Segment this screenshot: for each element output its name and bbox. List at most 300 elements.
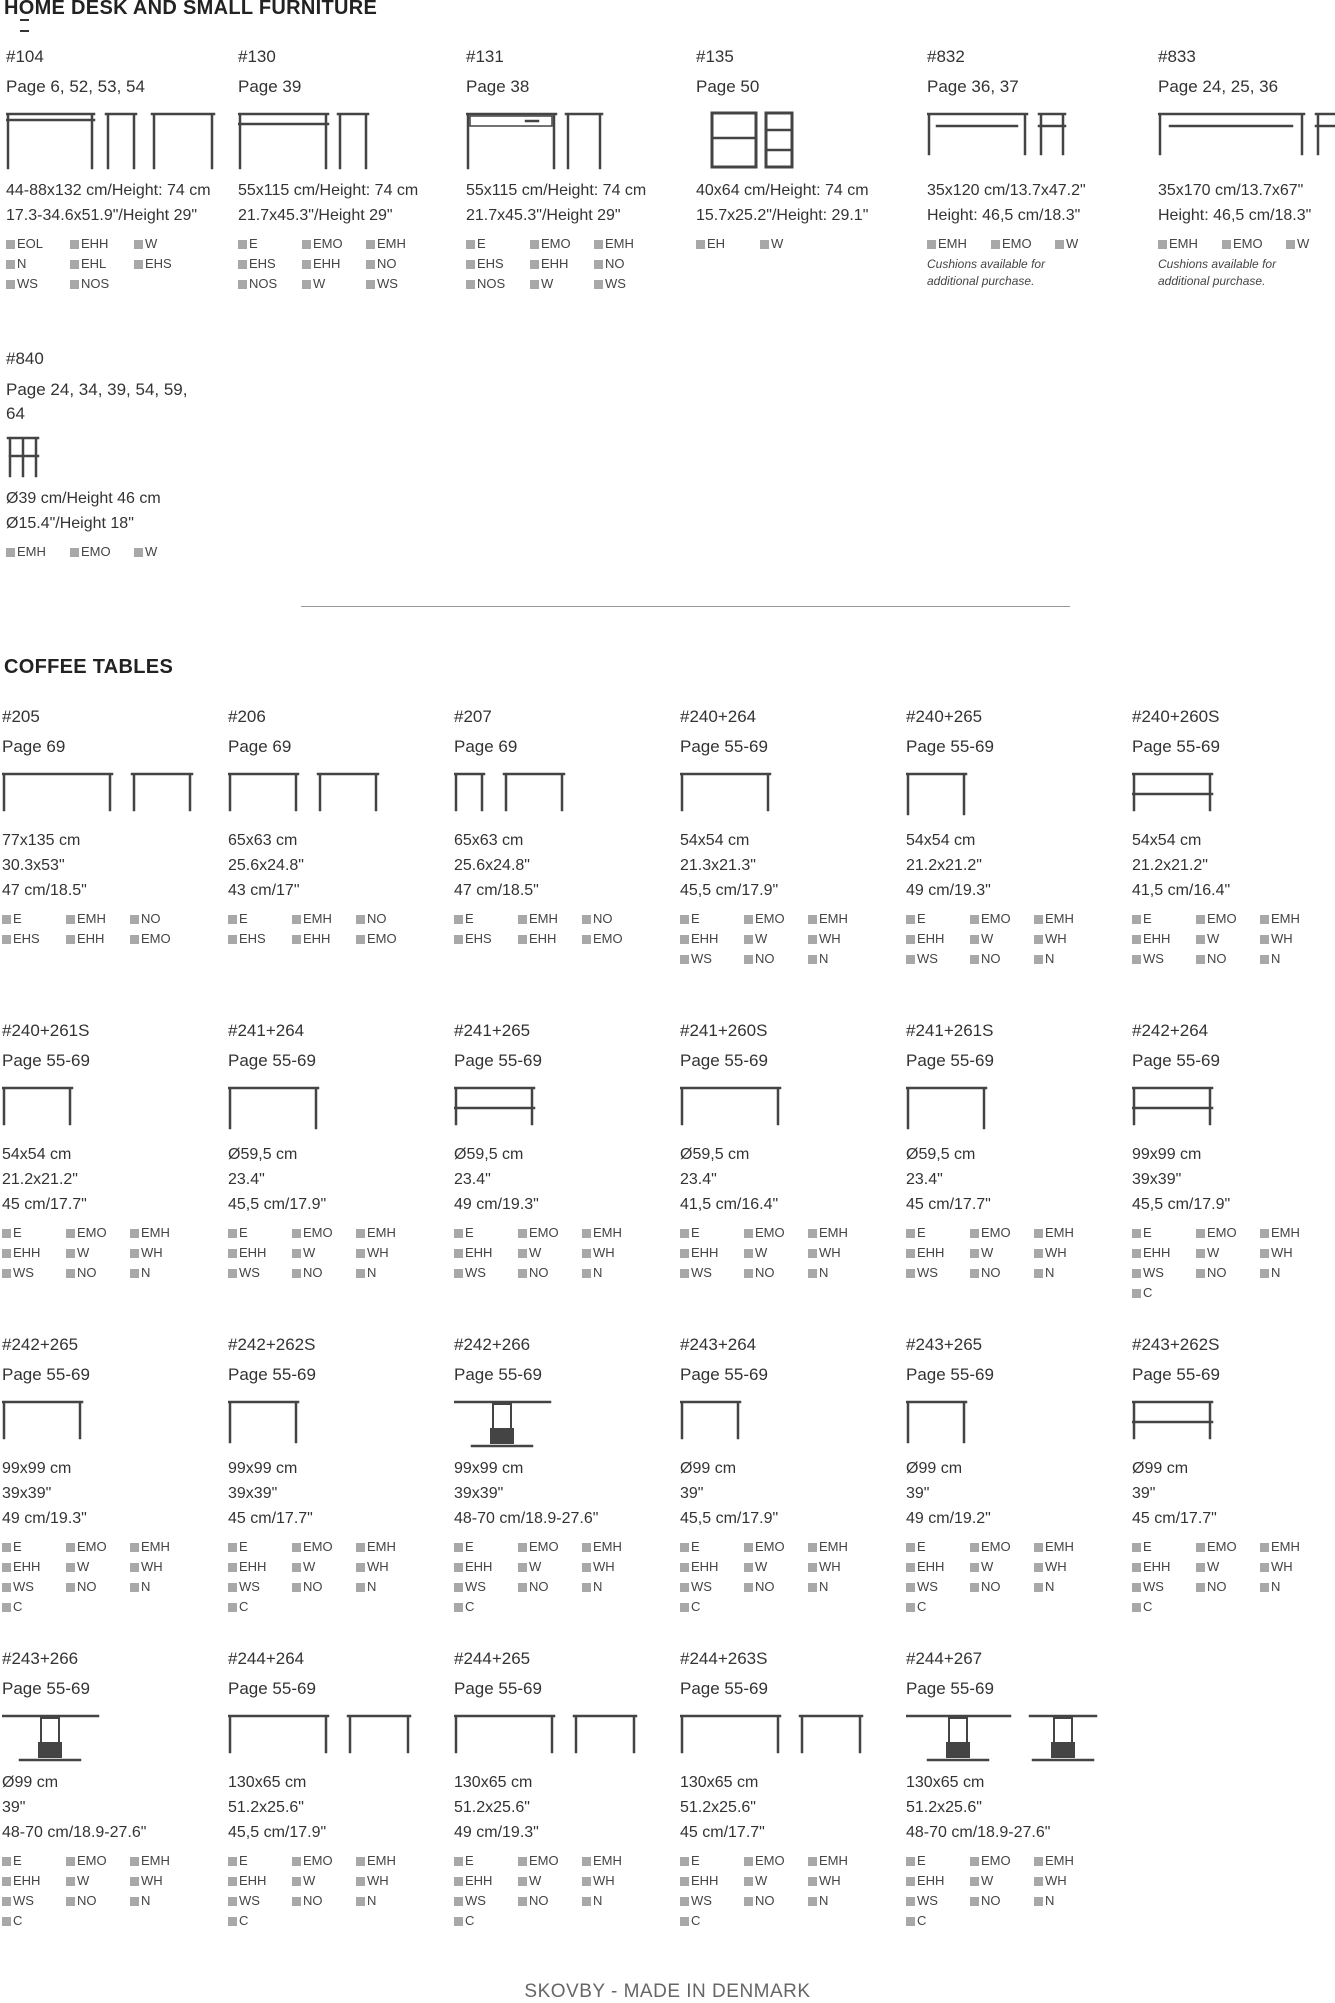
finish-swatch-tag: WS — [680, 949, 736, 969]
dimension-line: 45,5 cm/17.9" — [228, 1196, 327, 1213]
dimension-line: 49 cm/19.2" — [906, 1510, 991, 1527]
dimension-line: 45 cm/17.7" — [680, 1824, 765, 1841]
dimension-line: 25.6x24.8" — [454, 857, 530, 874]
stool-drawing — [6, 434, 236, 478]
finish-swatch-tag: E — [906, 909, 962, 929]
dimension-line: Ø15.4"/Height 18" — [6, 515, 134, 532]
dimension-line: Ø99 cm — [2, 1774, 59, 1791]
dimension-line: 21.2x21.2" — [906, 857, 982, 874]
finish-swatch-tag: EMO — [530, 234, 586, 254]
finish-options — [680, 1851, 906, 1931]
coffee-table-drawing — [454, 1084, 684, 1134]
finish-swatch-tag: WH — [1260, 1243, 1316, 1263]
page-reference: Page 36, 37 — [927, 77, 1019, 96]
product-item — [2, 702, 228, 949]
finish-options — [696, 234, 922, 254]
finish-swatch-tag: EMO — [292, 1223, 348, 1243]
dimension-line: 99x99 cm — [2, 1460, 72, 1477]
finish-options — [1132, 1223, 1335, 1303]
dimension-line: Ø59,5 cm — [680, 1146, 750, 1163]
finish-swatch-tag: EMO — [66, 1851, 122, 1871]
finish-swatch-tag: W — [134, 542, 190, 562]
finish-swatch-tag: W — [744, 1557, 800, 1577]
finish-swatch-tag: W — [1286, 234, 1335, 254]
finish-swatch-tag: EMO — [1196, 909, 1252, 929]
product-item — [454, 1016, 680, 1283]
pedestal-table-drawing — [454, 1398, 684, 1448]
finish-swatch-tag: EHS — [238, 254, 294, 274]
finish-swatch-tag: E — [2, 1851, 58, 1871]
finish-swatch-tag: EMH — [356, 1537, 412, 1557]
finish-swatch-tag: N — [130, 1577, 186, 1597]
dimension-line: 51.2x25.6" — [228, 1799, 304, 1816]
product-code: #242+264 — [1132, 1021, 1209, 1040]
finish-swatch-tag: EMH — [130, 1537, 186, 1557]
finish-options — [2, 1223, 228, 1283]
finish-swatch-tag: EMH — [292, 909, 348, 929]
product-code: #244+263S — [680, 1649, 768, 1668]
page-reference: Page 24, 25, 36 — [1158, 77, 1279, 96]
finish-swatch-tag: N — [1260, 1263, 1316, 1283]
finish-options — [2, 1537, 228, 1617]
cushion-note: Cushions available for additional purchase. — [927, 257, 1046, 288]
finish-swatch-tag: EMO — [744, 909, 800, 929]
finish-swatch-tag: EMH — [808, 1223, 864, 1243]
finish-swatch-tag: WS — [2, 1263, 58, 1283]
finish-swatch-tag: WH — [1260, 929, 1316, 949]
coffee-table-drawing — [906, 1398, 1136, 1448]
dimension-line: 21.2x21.2" — [1132, 857, 1208, 874]
page-reference: Page 55-69 — [454, 1051, 542, 1070]
finish-swatch-tag: WH — [130, 1243, 186, 1263]
page-reference: Page 24, 34, 39, 54, 59, 64 — [6, 380, 188, 423]
finish-swatch-tag: NO — [356, 909, 412, 929]
finish-swatch-tag: E — [906, 1537, 962, 1557]
finish-swatch-tag: WH — [582, 1243, 638, 1263]
dimension-line: Ø99 cm — [680, 1460, 737, 1477]
page-reference: Page 55-69 — [1132, 1365, 1220, 1384]
product-item — [2, 1016, 228, 1283]
finish-swatch-tag: EMH — [1260, 1223, 1316, 1243]
finish-swatch-tag: N — [356, 1263, 412, 1283]
finish-swatch-tag: W — [1196, 929, 1252, 949]
product-code: #240+264 — [680, 707, 757, 726]
finish-swatch-tag: EMO — [356, 929, 412, 949]
finish-swatch-tag: NOS — [70, 274, 126, 294]
finish-swatch-tag: EHH — [680, 1243, 736, 1263]
finish-swatch-tag: EOL — [6, 234, 62, 254]
page-reference: Page 55-69 — [680, 737, 768, 756]
dimension-line: 99x99 cm — [454, 1460, 524, 1477]
finish-swatch-tag: N — [808, 1577, 864, 1597]
finish-swatch-tag: N — [808, 1263, 864, 1283]
finish-swatch-tag: EMH — [356, 1851, 412, 1871]
finish-swatch-tag: EMH — [1158, 234, 1214, 254]
finish-swatch-tag: WS — [454, 1263, 510, 1283]
pedestal-table-drawing — [2, 1712, 232, 1762]
pedestal-table-drawing — [906, 1712, 1136, 1762]
finish-swatch-tag: NO — [366, 254, 422, 274]
dimension-line: 55x115 cm/Height: 74 cm — [466, 182, 647, 199]
finish-swatch-tag: NO — [66, 1263, 122, 1283]
product-code: #244+267 — [906, 1649, 983, 1668]
dimension-line: 130x65 cm — [228, 1774, 307, 1791]
finish-swatch-tag: EMO — [66, 1223, 122, 1243]
finish-swatch-tag: EMO — [130, 929, 186, 949]
finish-swatch-tag: WS — [2, 1891, 58, 1911]
dimension-line: 39" — [1132, 1485, 1156, 1502]
finish-swatch-tag: EMO — [744, 1851, 800, 1871]
finish-swatch-tag: WH — [582, 1871, 638, 1891]
finish-swatch-tag: EHH — [2, 1871, 58, 1891]
finish-swatch-tag: W — [134, 234, 190, 254]
finish-swatch-tag: C — [454, 1597, 510, 1617]
dimension-line: 54x54 cm — [906, 832, 976, 849]
product-item — [2, 1330, 228, 1617]
dimension-line: 23.4" — [228, 1171, 265, 1188]
product-code: #206 — [228, 707, 266, 726]
finish-swatch-tag: NO — [744, 1891, 800, 1911]
coffee-table-drawing — [906, 1084, 1136, 1134]
finish-options — [927, 234, 1153, 254]
finish-swatch-tag: NO — [518, 1891, 574, 1911]
finish-swatch-tag: EMH — [366, 234, 422, 254]
page-reference: Page 55-69 — [2, 1051, 90, 1070]
finish-swatch-tag: E — [2, 909, 58, 929]
finish-swatch-tag: WS — [228, 1891, 284, 1911]
finish-swatch-tag: N — [1034, 1891, 1090, 1911]
finish-swatch-tag: NO — [970, 1891, 1026, 1911]
product-code: #240+265 — [906, 707, 983, 726]
section-title-coffee-tables: COFFEE TABLES — [4, 656, 174, 678]
finish-swatch-tag: WH — [356, 1557, 412, 1577]
finish-swatch-tag: NO — [130, 909, 186, 929]
finish-swatch-tag: WH — [808, 1243, 864, 1263]
finish-swatch-tag: NO — [970, 1577, 1026, 1597]
finish-swatch-tag: E — [680, 1851, 736, 1871]
finish-swatch-tag: EHH — [680, 929, 736, 949]
finish-swatch-tag: WH — [1034, 1243, 1090, 1263]
finish-swatch-tag: NOS — [466, 274, 522, 294]
finish-swatch-tag: NO — [582, 909, 638, 929]
finish-options — [454, 1223, 680, 1283]
finish-swatch-tag: EHH — [228, 1243, 284, 1263]
finish-swatch-tag: EMH — [6, 542, 62, 562]
finish-swatch-tag: C — [454, 1911, 510, 1931]
cabinet-drawing — [696, 110, 926, 170]
product-code: #243+264 — [680, 1335, 757, 1354]
finish-swatch-tag: EHS — [228, 929, 284, 949]
coffee-table-drawing — [906, 770, 1136, 820]
finish-swatch-tag: WS — [906, 1263, 962, 1283]
dimension-line: 65x63 cm — [454, 832, 524, 849]
finish-swatch-tag: E — [1132, 909, 1188, 929]
finish-swatch-tag: E — [228, 1537, 284, 1557]
coffee-table-drawing — [1132, 770, 1335, 820]
finish-options — [454, 909, 680, 949]
finish-swatch-tag: E — [454, 1223, 510, 1243]
finish-swatch-tag: EMO — [518, 1851, 574, 1871]
finish-swatch-tag: EMH — [1260, 1537, 1316, 1557]
finish-swatch-tag: C — [1132, 1283, 1188, 1303]
finish-swatch-tag: EHH — [680, 1557, 736, 1577]
dimension-line: Ø59,5 cm — [906, 1146, 976, 1163]
page-reference: Page 55-69 — [680, 1365, 768, 1384]
finish-swatch-tag: EMH — [518, 909, 574, 929]
page-reference: Page 55-69 — [680, 1051, 768, 1070]
finish-swatch-tag: EMH — [1034, 1537, 1090, 1557]
finish-swatch-tag: W — [1196, 1243, 1252, 1263]
finish-options — [1158, 234, 1335, 254]
finish-swatch-tag: E — [228, 909, 284, 929]
product-item — [696, 42, 922, 254]
finish-swatch-tag: EMO — [518, 1223, 574, 1243]
finish-swatch-tag: N — [1260, 1577, 1316, 1597]
product-code: #242+262S — [228, 1335, 316, 1354]
finish-swatch-tag: EMO — [70, 542, 126, 562]
finish-swatch-tag: WS — [906, 1891, 962, 1911]
product-item — [238, 42, 464, 294]
finish-swatch-tag: NO — [744, 949, 800, 969]
finish-swatch-tag: EHL — [70, 254, 126, 274]
dimension-line: 39" — [906, 1485, 930, 1502]
product-item — [466, 42, 692, 294]
product-code: #135 — [696, 47, 734, 66]
coffee-table-drawing — [2, 1398, 232, 1448]
finish-swatch-tag: NO — [970, 1263, 1026, 1283]
dimension-line: 48-70 cm/18.9-27.6" — [454, 1510, 599, 1527]
dimension-line: 39x39" — [1132, 1171, 1182, 1188]
finish-swatch-tag: EMH — [808, 1537, 864, 1557]
finish-swatch-tag: WH — [1034, 1557, 1090, 1577]
finish-swatch-tag: WS — [680, 1577, 736, 1597]
desk-drawing — [466, 110, 696, 170]
coffee-table-drawing — [2, 1084, 232, 1134]
finish-swatch-tag: C — [680, 1911, 736, 1931]
finish-swatch-tag: NO — [744, 1577, 800, 1597]
finish-swatch-tag: WS — [1132, 1263, 1188, 1283]
product-item — [680, 1644, 906, 1931]
finish-swatch-tag: NOS — [238, 274, 294, 294]
product-code: #833 — [1158, 47, 1196, 66]
finish-swatch-tag: EHH — [1132, 1243, 1188, 1263]
finish-swatch-tag: EH — [696, 234, 752, 254]
finish-swatch-tag: EMH — [582, 1537, 638, 1557]
dimension-line: 23.4" — [906, 1171, 943, 1188]
finish-swatch-tag: E — [2, 1537, 58, 1557]
dimension-line: 21.2x21.2" — [2, 1171, 78, 1188]
dimension-line: 21.3x21.3" — [680, 857, 756, 874]
product-item — [6, 42, 232, 294]
finish-swatch-tag: NO — [66, 1891, 122, 1911]
product-item — [906, 1644, 1132, 1931]
finish-swatch-tag: EHH — [292, 929, 348, 949]
dimension-line: Ø99 cm — [1132, 1460, 1189, 1477]
finish-swatch-tag: EHH — [302, 254, 358, 274]
page-reference: Page 6, 52, 53, 54 — [6, 77, 145, 96]
finish-swatch-tag: EMH — [1034, 1851, 1090, 1871]
page-reference: Page 69 — [454, 737, 518, 756]
finish-swatch-tag: EMO — [66, 1537, 122, 1557]
finish-swatch-tag: NO — [292, 1891, 348, 1911]
product-item — [680, 1330, 906, 1617]
finish-swatch-tag: E — [238, 234, 294, 254]
coffee-table-drawing — [1132, 1398, 1335, 1448]
finish-swatch-tag: W — [66, 1243, 122, 1263]
dimension-line: 39" — [2, 1799, 26, 1816]
finish-swatch-tag: E — [906, 1223, 962, 1243]
finish-swatch-tag: E — [466, 234, 522, 254]
bench-drawing — [927, 110, 1157, 170]
product-item — [1132, 1016, 1335, 1303]
dimension-line: 15.7x25.2"/Height: 29.1" — [696, 207, 869, 224]
coffee-table-drawing — [680, 1084, 910, 1134]
finish-swatch-tag: N — [130, 1263, 186, 1283]
finish-swatch-tag: EMO — [518, 1537, 574, 1557]
finish-swatch-tag: EMH — [130, 1223, 186, 1243]
finish-swatch-tag: WH — [356, 1871, 412, 1891]
finish-swatch-tag: C — [2, 1597, 58, 1617]
finish-swatch-tag: NO — [1196, 1263, 1252, 1283]
finish-swatch-tag: N — [1034, 949, 1090, 969]
page-reference: Page 55-69 — [2, 1365, 90, 1384]
finish-swatch-tag: W — [530, 274, 586, 294]
finish-swatch-tag: WS — [454, 1577, 510, 1597]
dimension-line: 49 cm/19.3" — [454, 1824, 539, 1841]
finish-swatch-tag: EMO — [582, 929, 638, 949]
finish-swatch-tag: WH — [582, 1557, 638, 1577]
finish-swatch-tag: W — [1055, 234, 1111, 254]
finish-swatch-tag: E — [680, 909, 736, 929]
finish-swatch-tag: EMO — [292, 1537, 348, 1557]
page-reference: Page 69 — [2, 737, 66, 756]
product-item — [454, 702, 680, 949]
product-code: #240+260S — [1132, 707, 1220, 726]
finish-swatch-tag: C — [228, 1911, 284, 1931]
dimension-line: 40x64 cm/Height: 74 cm — [696, 182, 869, 199]
dimension-line: 45,5 cm/17.9" — [1132, 1196, 1231, 1213]
finish-swatch-tag: E — [228, 1223, 284, 1243]
finish-swatch-tag: NO — [518, 1577, 574, 1597]
footer-brand: SKOVBY - MADE IN DENMARK — [524, 1981, 811, 2002]
finish-swatch-tag: EMH — [1034, 1223, 1090, 1243]
product-code: #130 — [238, 47, 276, 66]
dimension-line: 54x54 cm — [1132, 832, 1202, 849]
dimension-line: 39x39" — [228, 1485, 278, 1502]
coffee-table-drawing — [2, 770, 232, 820]
finish-swatch-tag: EHH — [454, 1871, 510, 1891]
product-code: #207 — [454, 707, 492, 726]
product-item — [906, 1016, 1132, 1283]
finish-swatch-tag: W — [970, 1557, 1026, 1577]
finish-swatch-tag: N — [356, 1891, 412, 1911]
finish-swatch-tag: WH — [1034, 929, 1090, 949]
product-code: #240+261S — [2, 1021, 90, 1040]
finish-swatch-tag: WS — [6, 274, 62, 294]
finish-options — [6, 234, 232, 294]
page-reference: Page 55-69 — [454, 1679, 542, 1698]
finish-swatch-tag: EHH — [2, 1243, 58, 1263]
dimension-line: 45 cm/17.7" — [1132, 1510, 1217, 1527]
dimension-line: 30.3x53" — [2, 857, 65, 874]
finish-options — [906, 1223, 1132, 1283]
dimension-line: 21.7x45.3"/Height 29" — [238, 207, 393, 224]
finish-swatch-tag: W — [292, 1557, 348, 1577]
finish-options — [454, 1851, 680, 1931]
finish-swatch-tag: NO — [1196, 949, 1252, 969]
finish-swatch-tag: EMO — [970, 1537, 1026, 1557]
dimension-line: 39" — [680, 1485, 704, 1502]
finish-swatch-tag: N — [808, 949, 864, 969]
product-item — [680, 1016, 906, 1283]
product-item — [6, 344, 232, 562]
finish-options — [454, 1537, 680, 1617]
finish-swatch-tag: N — [1034, 1577, 1090, 1597]
dimension-line: Height: 46,5 cm/18.3" — [1158, 207, 1312, 224]
dimension-line: 47 cm/18.5" — [2, 882, 87, 899]
page-reference: Page 69 — [228, 737, 292, 756]
page-reference: Page 55-69 — [906, 1679, 994, 1698]
finish-options — [228, 1537, 454, 1617]
coffee-table-drawing — [228, 1398, 458, 1448]
finish-swatch-tag: EHH — [530, 254, 586, 274]
dimension-line: 39x39" — [2, 1485, 52, 1502]
finish-swatch-tag: WS — [594, 274, 650, 294]
finish-swatch-tag: WS — [680, 1891, 736, 1911]
dimension-line: 45 cm/17.7" — [228, 1510, 313, 1527]
product-code: #244+264 — [228, 1649, 305, 1668]
finish-swatch-tag: EHH — [454, 1243, 510, 1263]
finish-swatch-tag: NO — [66, 1577, 122, 1597]
finish-swatch-tag: E — [454, 909, 510, 929]
finish-swatch-tag: E — [1132, 1537, 1188, 1557]
finish-swatch-tag: EMO — [991, 234, 1047, 254]
finish-swatch-tag: N — [582, 1577, 638, 1597]
finish-swatch-tag: EMO — [302, 234, 358, 254]
finish-swatch-tag: W — [518, 1871, 574, 1891]
finish-swatch-tag: E — [1132, 1223, 1188, 1243]
finish-options — [238, 234, 464, 294]
finish-swatch-tag: EHH — [228, 1871, 284, 1891]
finish-options — [6, 542, 232, 562]
product-code: #840 — [6, 349, 44, 368]
product-code: #241+261S — [906, 1021, 994, 1040]
page-reference: Page 55-69 — [454, 1365, 542, 1384]
finish-swatch-tag: W — [66, 1871, 122, 1891]
finish-options — [2, 909, 228, 949]
finish-swatch-tag: C — [228, 1597, 284, 1617]
finish-swatch-tag: WS — [906, 1577, 962, 1597]
finish-options — [680, 1223, 906, 1283]
finish-swatch-tag: WH — [808, 1871, 864, 1891]
bench-drawing — [1158, 110, 1335, 170]
finish-swatch-tag: W — [744, 1243, 800, 1263]
finish-swatch-tag: WH — [130, 1557, 186, 1577]
finish-swatch-tag: EMH — [66, 909, 122, 929]
page-reference: Page 55-69 — [2, 1679, 90, 1698]
product-code: #241+264 — [228, 1021, 305, 1040]
product-item — [1132, 702, 1335, 969]
finish-swatch-tag: N — [6, 254, 62, 274]
finish-options — [680, 909, 906, 969]
page-reference: Page 38 — [466, 77, 530, 96]
page-reference: Page 39 — [238, 77, 302, 96]
dimension-line: 21.7x45.3"/Height 29" — [466, 207, 621, 224]
dimension-line: 48-70 cm/18.9-27.6" — [906, 1824, 1051, 1841]
coffee-table-drawing — [228, 1712, 458, 1762]
finish-options — [680, 1537, 906, 1617]
product-item — [454, 1330, 680, 1617]
